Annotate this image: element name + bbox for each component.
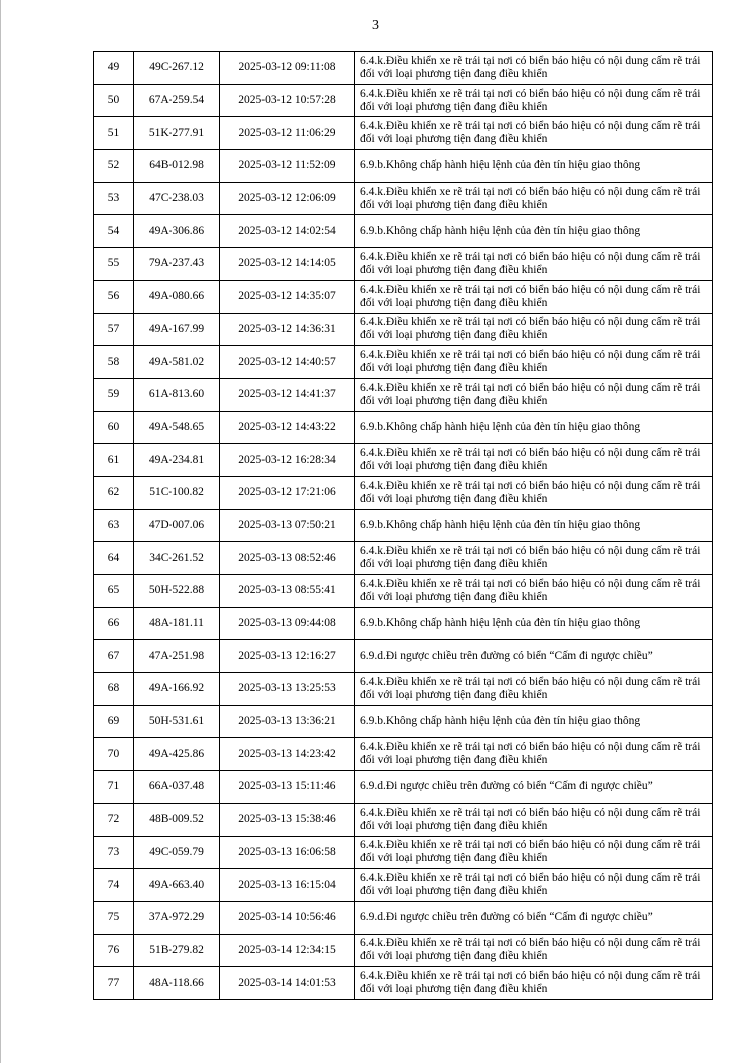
violation-time: 2025-03-13 15:11:46 [220, 771, 355, 804]
license-plate: 49C-059.79 [134, 836, 220, 869]
row-index: 74 [94, 869, 134, 902]
violation-time: 2025-03-14 10:56:46 [220, 901, 355, 934]
table-row [94, 803, 713, 836]
table-row [94, 640, 713, 673]
violation-description: 6.4.k.Điều khiển xe rẽ trái tại nơi có biển báo hiệu có nội dung cấm rẽ trái đối với loại phương tiện đang điều khiển [355, 803, 713, 836]
license-plate: 51B-279.82 [134, 934, 220, 967]
violation-description: 6.9.b.Không chấp hành hiệu lệnh của đèn tín hiệu giao thông [355, 705, 713, 738]
row-index: 75 [94, 901, 134, 934]
row-index: 65 [94, 575, 134, 608]
violation-time: 2025-03-12 12:06:09 [220, 182, 355, 215]
license-plate: 61A-813.60 [134, 378, 220, 411]
violation-description: 6.4.k.Điều khiển xe rẽ trái tại nơi có biển báo hiệu có nội dung cấm rẽ trái đối với loại phương tiện đang điều khiển [355, 378, 713, 411]
table-row [94, 705, 713, 738]
license-plate: 49A-234.81 [134, 444, 220, 477]
license-plate: 49A-166.92 [134, 673, 220, 706]
violations-table-body [94, 52, 713, 1000]
violation-time: 2025-03-12 14:14:05 [220, 248, 355, 281]
license-plate: 48A-181.11 [134, 607, 220, 640]
row-index: 59 [94, 378, 134, 411]
violation-time: 2025-03-13 14:23:42 [220, 738, 355, 771]
license-plate: 49A-548.65 [134, 411, 220, 444]
row-index: 73 [94, 836, 134, 869]
table-row [94, 444, 713, 477]
violation-description: 6.4.k.Điều khiển xe rẽ trái tại nơi có biển báo hiệu có nội dung cấm rẽ trái đối với loại phương tiện đang điều khiển [355, 673, 713, 706]
violation-time: 2025-03-12 14:36:31 [220, 313, 355, 346]
table-row [94, 248, 713, 281]
table-row [94, 117, 713, 150]
violation-description: 6.9.b.Không chấp hành hiệu lệnh của đèn tín hiệu giao thông [355, 215, 713, 248]
violation-time: 2025-03-12 11:52:09 [220, 150, 355, 183]
violation-time: 2025-03-13 16:15:04 [220, 869, 355, 902]
violation-time: 2025-03-14 14:01:53 [220, 967, 355, 1000]
license-plate: 64B-012.98 [134, 150, 220, 183]
license-plate: 51C-100.82 [134, 476, 220, 509]
license-plate: 47A-251.98 [134, 640, 220, 673]
violation-description: 6.4.k.Điều khiển xe rẽ trái tại nơi có biển báo hiệu có nội dung cấm rẽ trái đối với loại phương tiện đang điều khiển [355, 280, 713, 313]
row-index: 66 [94, 607, 134, 640]
violation-description: 6.9.d.Đi ngược chiều trên đường có biển “Cấm đi ngược chiều” [355, 771, 713, 804]
row-index: 52 [94, 150, 134, 183]
violation-description: 6.9.d.Đi ngược chiều trên đường có biển “Cấm đi ngược chiều” [355, 640, 713, 673]
table-row [94, 509, 713, 542]
license-plate: 49C-267.12 [134, 52, 220, 85]
row-index: 64 [94, 542, 134, 575]
row-index: 70 [94, 738, 134, 771]
license-plate: 49A-306.86 [134, 215, 220, 248]
row-index: 57 [94, 313, 134, 346]
table-row [94, 738, 713, 771]
row-index: 50 [94, 84, 134, 117]
row-index: 72 [94, 803, 134, 836]
table-row [94, 542, 713, 575]
violation-description: 6.4.k.Điều khiển xe rẽ trái tại nơi có biển báo hiệu có nội dung cấm rẽ trái đối với loại phương tiện đang điều khiển [355, 84, 713, 117]
license-plate: 34C-261.52 [134, 542, 220, 575]
row-index: 62 [94, 476, 134, 509]
violation-time: 2025-03-13 08:52:46 [220, 542, 355, 575]
violation-time: 2025-03-13 13:25:53 [220, 673, 355, 706]
violation-description: 6.4.k.Điều khiển xe rẽ trái tại nơi có biển báo hiệu có nội dung cấm rẽ trái đối với loại phương tiện đang điều khiển [355, 313, 713, 346]
row-index: 54 [94, 215, 134, 248]
license-plate: 48B-009.52 [134, 803, 220, 836]
violation-description: 6.4.k.Điều khiển xe rẽ trái tại nơi có biển báo hiệu có nội dung cấm rẽ trái đối với loại phương tiện đang điều khiển [355, 444, 713, 477]
violation-description: 6.4.k.Điều khiển xe rẽ trái tại nơi có biển báo hiệu có nội dung cấm rẽ trái đối với loại phương tiện đang điều khiển [355, 182, 713, 215]
table-row [94, 84, 713, 117]
license-plate: 49A-581.02 [134, 346, 220, 379]
row-index: 49 [94, 52, 134, 85]
violation-time: 2025-03-12 17:21:06 [220, 476, 355, 509]
violation-description: 6.9.b.Không chấp hành hiệu lệnh của đèn tín hiệu giao thông [355, 509, 713, 542]
violation-time: 2025-03-12 11:06:29 [220, 117, 355, 150]
violation-time: 2025-03-13 08:55:41 [220, 575, 355, 608]
row-index: 53 [94, 182, 134, 215]
violation-time: 2025-03-13 13:36:21 [220, 705, 355, 738]
violation-time: 2025-03-12 14:02:54 [220, 215, 355, 248]
table-row [94, 869, 713, 902]
table-row [94, 313, 713, 346]
violation-time: 2025-03-14 12:34:15 [220, 934, 355, 967]
table-row [94, 836, 713, 869]
row-index: 56 [94, 280, 134, 313]
table-row [94, 215, 713, 248]
violation-time: 2025-03-12 14:35:07 [220, 280, 355, 313]
violation-time: 2025-03-13 15:38:46 [220, 803, 355, 836]
violation-description: 6.9.b.Không chấp hành hiệu lệnh của đèn tín hiệu giao thông [355, 150, 713, 183]
license-plate: 50H-531.61 [134, 705, 220, 738]
row-index: 58 [94, 346, 134, 379]
row-index: 69 [94, 705, 134, 738]
violation-time: 2025-03-12 16:28:34 [220, 444, 355, 477]
violation-description: 6.4.k.Điều khiển xe rẽ trái tại nơi có biển báo hiệu có nội dung cấm rẽ trái đối với loại phương tiện đang điều khiển [355, 836, 713, 869]
license-plate: 47C-238.03 [134, 182, 220, 215]
license-plate: 51K-277.91 [134, 117, 220, 150]
license-plate: 49A-080.66 [134, 280, 220, 313]
license-plate: 66A-037.48 [134, 771, 220, 804]
license-plate: 47D-007.06 [134, 509, 220, 542]
violation-description: 6.4.k.Điều khiển xe rẽ trái tại nơi có biển báo hiệu có nội dung cấm rẽ trái đối với loại phương tiện đang điều khiển [355, 248, 713, 281]
violation-time: 2025-03-13 12:16:27 [220, 640, 355, 673]
violation-description: 6.4.k.Điều khiển xe rẽ trái tại nơi có biển báo hiệu có nội dung cấm rẽ trái đối với loại phương tiện đang điều khiển [355, 738, 713, 771]
violation-description: 6.9.b.Không chấp hành hiệu lệnh của đèn tín hiệu giao thông [355, 411, 713, 444]
table-row [94, 182, 713, 215]
table-row [94, 280, 713, 313]
row-index: 63 [94, 509, 134, 542]
violation-time: 2025-03-12 10:57:28 [220, 84, 355, 117]
page-number: 3 [372, 18, 379, 33]
row-index: 68 [94, 673, 134, 706]
page-left-edge [0, 0, 1, 1063]
table-row [94, 575, 713, 608]
row-index: 76 [94, 934, 134, 967]
license-plate: 67A-259.54 [134, 84, 220, 117]
license-plate: 48A-118.66 [134, 967, 220, 1000]
violation-description: 6.4.k.Điều khiển xe rẽ trái tại nơi có biển báo hiệu có nội dung cấm rẽ trái đối với loại phương tiện đang điều khiển [355, 934, 713, 967]
table-row [94, 967, 713, 1000]
table-row [94, 150, 713, 183]
table-row [94, 346, 713, 379]
table-row [94, 476, 713, 509]
table-row [94, 52, 713, 85]
violation-description: 6.9.b.Không chấp hành hiệu lệnh của đèn tín hiệu giao thông [355, 607, 713, 640]
violation-time: 2025-03-13 16:06:58 [220, 836, 355, 869]
violation-description: 6.4.k.Điều khiển xe rẽ trái tại nơi có biển báo hiệu có nội dung cấm rẽ trái đối với loại phương tiện đang điều khiển [355, 52, 713, 85]
license-plate: 49A-167.99 [134, 313, 220, 346]
license-plate: 49A-425.86 [134, 738, 220, 771]
violation-description: 6.4.k.Điều khiển xe rẽ trái tại nơi có biển báo hiệu có nội dung cấm rẽ trái đối với loại phương tiện đang điều khiển [355, 869, 713, 902]
license-plate: 50H-522.88 [134, 575, 220, 608]
row-index: 60 [94, 411, 134, 444]
license-plate: 37A-972.29 [134, 901, 220, 934]
violation-description: 6.4.k.Điều khiển xe rẽ trái tại nơi có biển báo hiệu có nội dung cấm rẽ trái đối với loại phương tiện đang điều khiển [355, 575, 713, 608]
violation-description: 6.4.k.Điều khiển xe rẽ trái tại nơi có biển báo hiệu có nội dung cấm rẽ trái đối với loại phương tiện đang điều khiển [355, 967, 713, 1000]
violation-description: 6.4.k.Điều khiển xe rẽ trái tại nơi có biển báo hiệu có nội dung cấm rẽ trái đối với loại phương tiện đang điều khiển [355, 542, 713, 575]
violations-table [93, 51, 713, 1000]
row-index: 55 [94, 248, 134, 281]
table-row [94, 901, 713, 934]
violation-time: 2025-03-12 14:41:37 [220, 378, 355, 411]
table-row [94, 934, 713, 967]
violation-time: 2025-03-13 09:44:08 [220, 607, 355, 640]
violation-time: 2025-03-12 14:40:57 [220, 346, 355, 379]
table-row [94, 411, 713, 444]
table-row [94, 673, 713, 706]
violation-description: 6.4.k.Điều khiển xe rẽ trái tại nơi có biển báo hiệu có nội dung cấm rẽ trái đối với loại phương tiện đang điều khiển [355, 346, 713, 379]
license-plate: 49A-663.40 [134, 869, 220, 902]
table-row [94, 607, 713, 640]
violation-time: 2025-03-13 07:50:21 [220, 509, 355, 542]
violation-time: 2025-03-12 09:11:08 [220, 52, 355, 85]
row-index: 67 [94, 640, 134, 673]
violation-description: 6.4.k.Điều khiển xe rẽ trái tại nơi có biển báo hiệu có nội dung cấm rẽ trái đối với loại phương tiện đang điều khiển [355, 476, 713, 509]
row-index: 61 [94, 444, 134, 477]
license-plate: 79A-237.43 [134, 248, 220, 281]
row-index: 77 [94, 967, 134, 1000]
table-row [94, 378, 713, 411]
violation-time: 2025-03-12 14:43:22 [220, 411, 355, 444]
violation-description: 6.9.d.Đi ngược chiều trên đường có biển “Cấm đi ngược chiều” [355, 901, 713, 934]
violation-description: 6.4.k.Điều khiển xe rẽ trái tại nơi có biển báo hiệu có nội dung cấm rẽ trái đối với loại phương tiện đang điều khiển [355, 117, 713, 150]
row-index: 71 [94, 771, 134, 804]
table-row [94, 771, 713, 804]
row-index: 51 [94, 117, 134, 150]
